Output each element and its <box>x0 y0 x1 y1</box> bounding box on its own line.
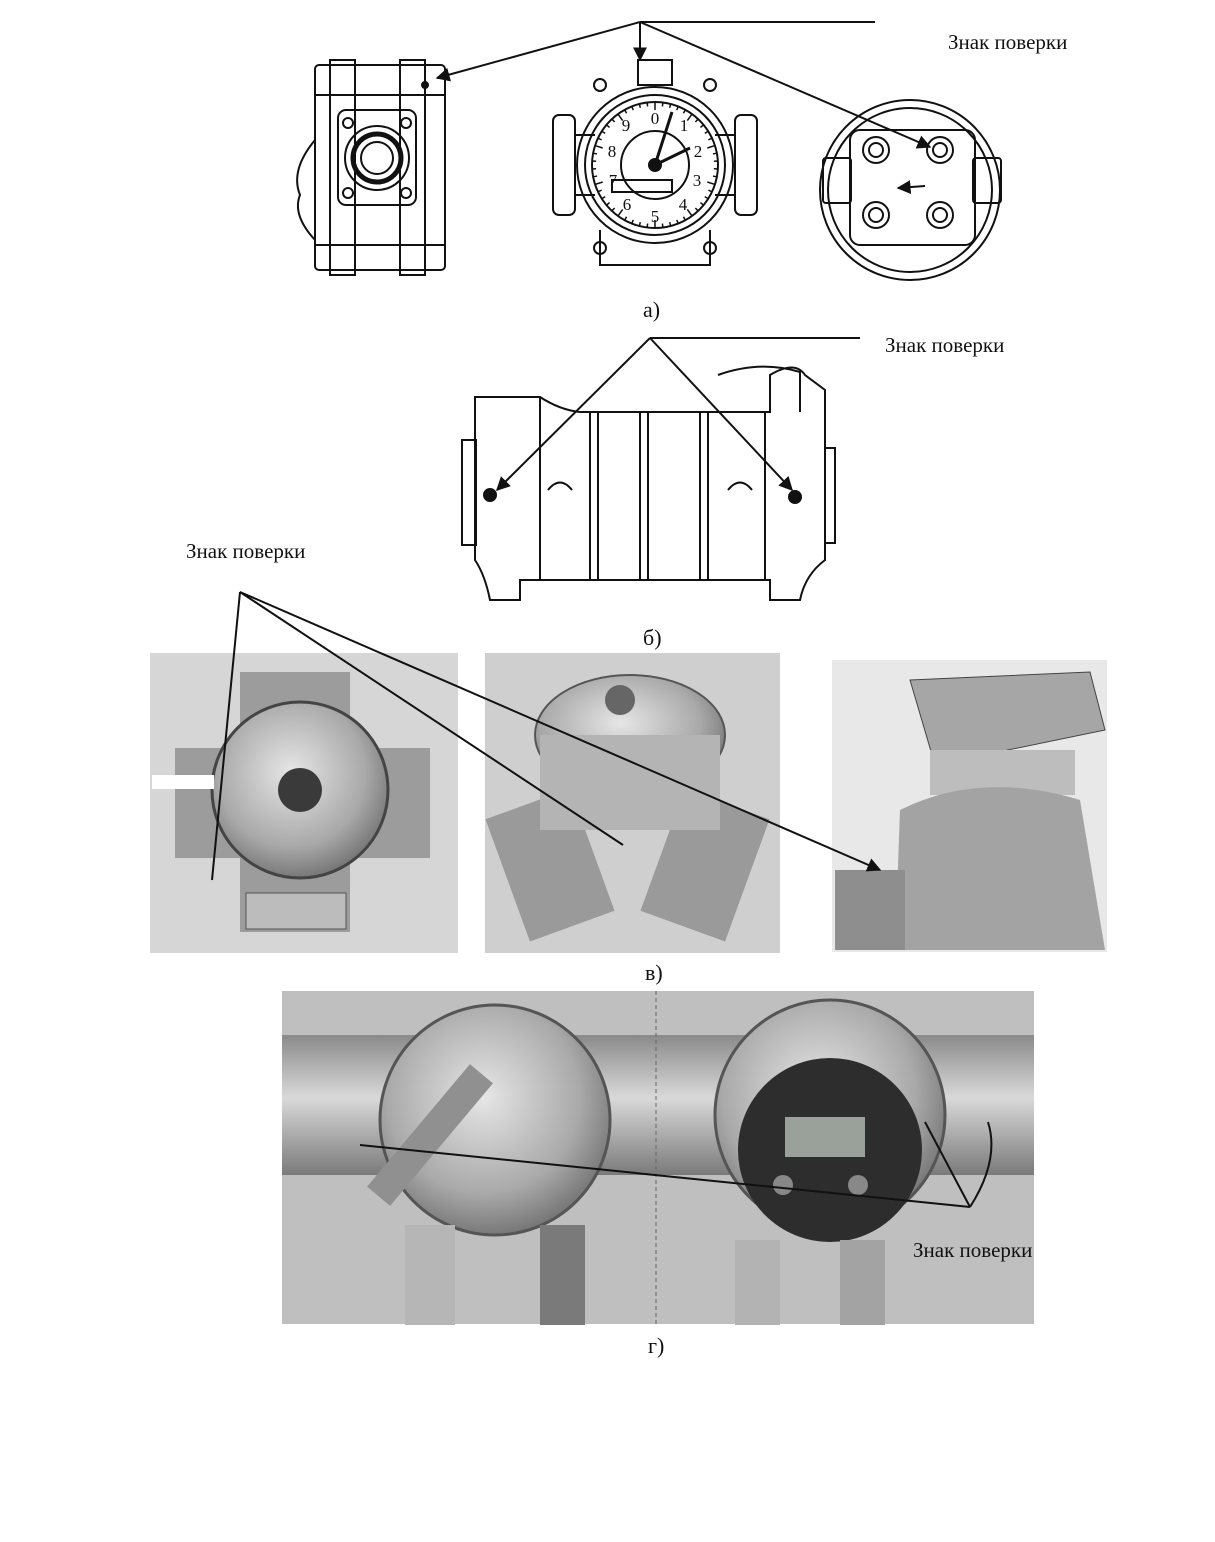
dial-tick <box>700 203 703 206</box>
dial-tick <box>707 182 715 184</box>
dial-tick <box>683 110 685 114</box>
dial-tick <box>670 222 671 226</box>
meter-rear-view <box>820 100 1001 280</box>
svg-text:9: 9 <box>621 116 631 135</box>
dial-tick <box>662 224 663 228</box>
dial-tick <box>612 119 615 122</box>
meter-dial-view <box>553 60 757 265</box>
dial-tick <box>612 208 615 211</box>
figure-a-caption: а) <box>643 297 661 322</box>
dial-tick <box>700 125 703 128</box>
svg-text:8: 8 <box>607 142 617 161</box>
svg-text:7: 7 <box>608 171 618 190</box>
dial-tick <box>687 209 692 215</box>
dial-tick <box>647 102 648 106</box>
dial-tick <box>707 146 715 148</box>
dial-tick <box>593 153 597 154</box>
svg-text:5: 5 <box>650 207 660 226</box>
dial-tick <box>639 222 640 226</box>
figure-b-drawing <box>462 338 860 600</box>
dial-tick <box>695 119 698 122</box>
meter-side-view <box>297 60 445 275</box>
svg-text:2: 2 <box>693 142 703 161</box>
dial-tick <box>602 197 605 199</box>
svg-text:1: 1 <box>679 116 689 135</box>
dial-tick <box>662 102 663 106</box>
svg-text:6: 6 <box>622 195 632 214</box>
figure-a-drawing <box>297 22 1001 280</box>
dial-tick <box>705 197 708 199</box>
dial-tick <box>705 131 708 133</box>
dial-tick <box>602 131 605 133</box>
figure-g-label: Знак поверки <box>913 1238 1033 1262</box>
dial-tick <box>625 110 627 114</box>
dial-tick <box>595 182 603 184</box>
dial-tick <box>606 203 609 206</box>
svg-text:3: 3 <box>692 171 702 190</box>
figure-v-label: Знак поверки <box>186 539 306 563</box>
dial-tick <box>695 208 698 211</box>
dial-tick <box>647 224 648 228</box>
figure-a-label: Знак поверки <box>948 30 1068 54</box>
dial-tick <box>670 104 671 108</box>
figure-b-label: Знак поверки <box>885 333 1005 357</box>
svg-text:4: 4 <box>678 195 688 214</box>
dial-tick <box>708 190 712 192</box>
dial-tick <box>683 217 685 221</box>
figure-g-caption: г) <box>648 1333 665 1358</box>
dial-tick <box>593 176 597 177</box>
dial-tick <box>713 176 717 177</box>
figure-g-photos <box>282 991 1034 1325</box>
figure-v-caption: в) <box>645 960 663 985</box>
dial-tick <box>595 146 603 148</box>
svg-text:0: 0 <box>650 109 660 128</box>
dial-tick <box>598 190 602 192</box>
dial-tick <box>625 217 627 221</box>
dial-tick <box>713 153 717 154</box>
dial-tick <box>639 104 640 108</box>
dial-tick <box>598 138 602 140</box>
figure-v-photos <box>150 653 1107 953</box>
dial-tick <box>606 125 609 128</box>
dial-tick <box>708 138 712 140</box>
figure-b-caption: б) <box>643 625 662 650</box>
